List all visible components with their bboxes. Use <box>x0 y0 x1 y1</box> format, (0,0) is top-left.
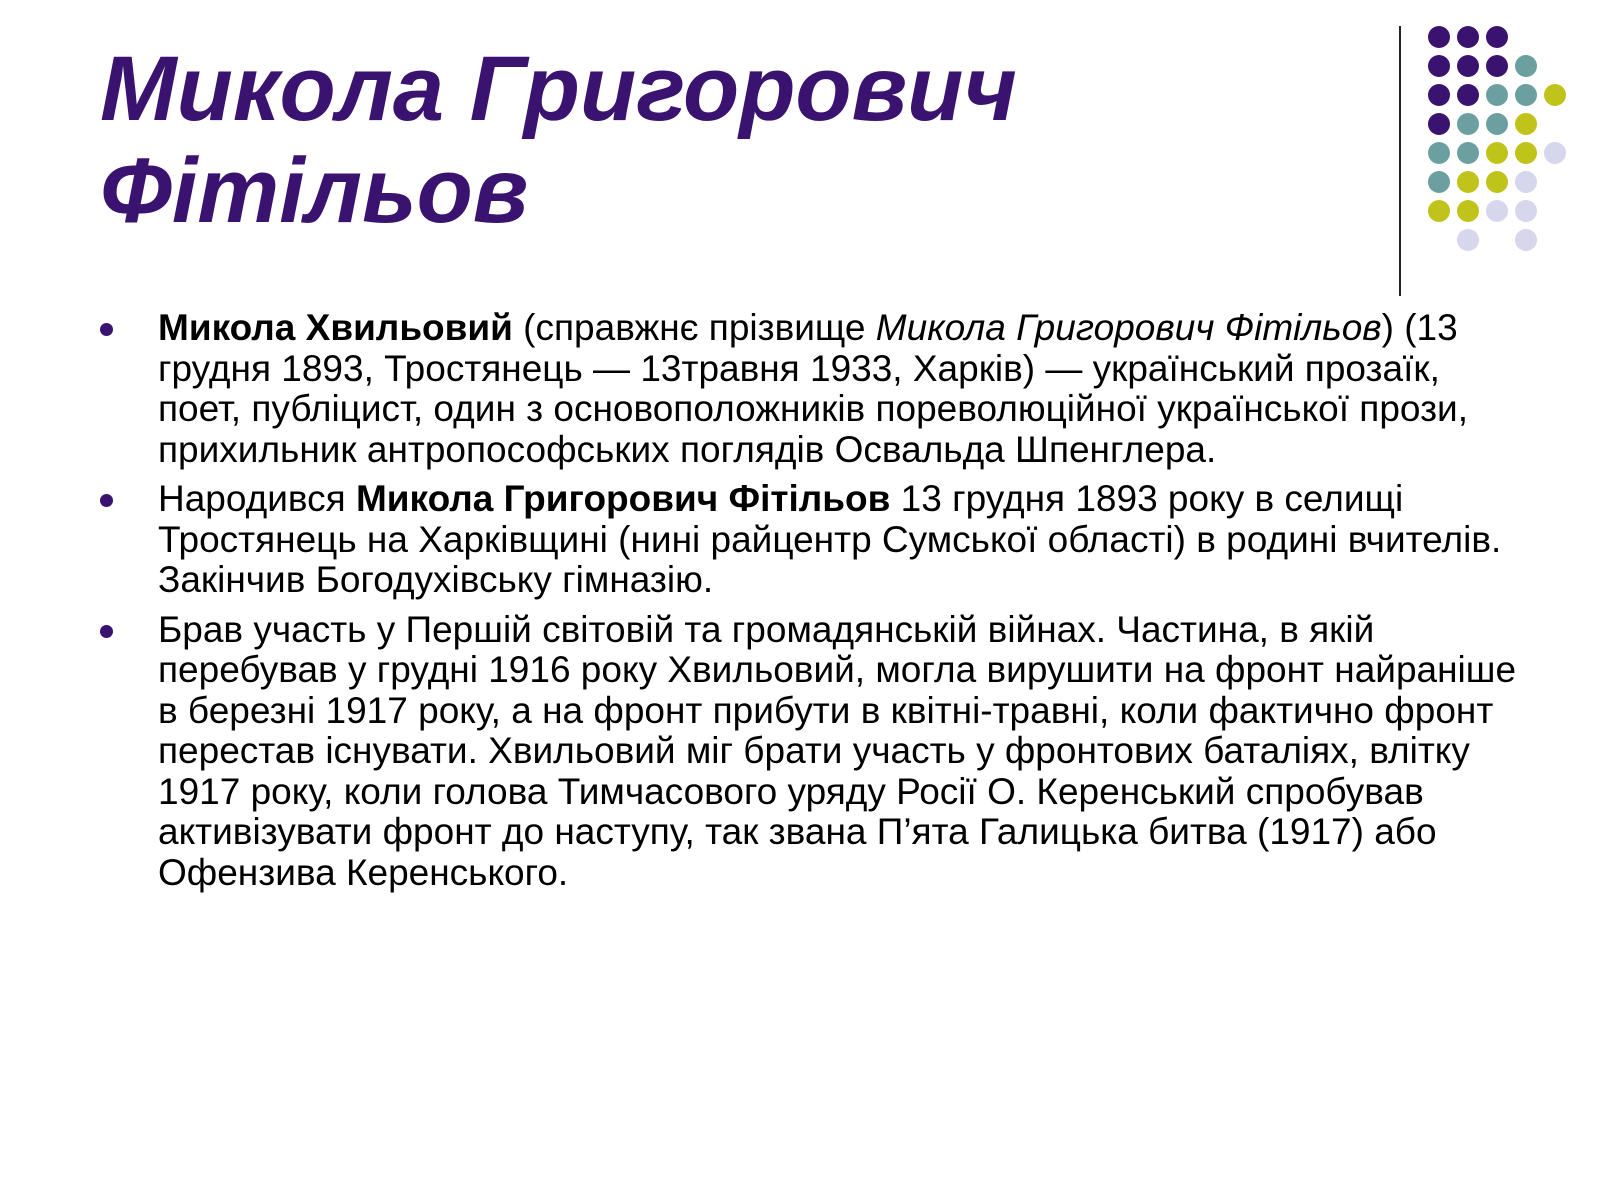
decorative-dot <box>1515 55 1537 77</box>
slide-title-line2: Фітільов <box>100 140 529 242</box>
decorative-dot <box>1515 84 1537 106</box>
decorative-dot <box>1515 171 1537 193</box>
decorative-dot <box>1486 26 1508 48</box>
decorative-dot <box>1428 55 1450 77</box>
decorative-dot-grid <box>1428 26 1578 256</box>
bullet-item <box>96 308 1516 470</box>
decorative-dot <box>1428 113 1450 135</box>
bullet-icon <box>100 494 113 507</box>
decorative-dot <box>1428 200 1450 222</box>
bullet-item <box>96 610 1516 894</box>
decorative-dot <box>1515 229 1537 251</box>
decorative-dot <box>1457 229 1479 251</box>
decorative-dot <box>1486 84 1508 106</box>
decorative-dot <box>1457 200 1479 222</box>
decorative-dot <box>1515 142 1537 164</box>
bullet-icon <box>100 323 113 336</box>
bullet-text: Народився <box>158 478 356 519</box>
bullet-text: Брав участь у Першій світовій та громадянській війнах. Частина, в якій перебував у грудні 1916 року Хвильовий, могла вирушити на фронт найраніше в березні 1917 року, а на фронт прибути в квітні-травні, коли фактично фронт перестав існувати. Хвильовий міг брати участь у фронтових баталіях, влітку 1917 року, коли голова Тимчасового уряду Росії О. Керенський спробував активізувати фронт до наступу, так звана П’ята Галицька битва (1917) або Офензива Керенського. <box>158 608 1517 893</box>
bullet-real-name-italic: Микола Григорович Фітільов <box>875 307 1382 348</box>
bullet-text: (справжнє прізвище <box>512 307 876 348</box>
slide-body <box>96 308 1516 902</box>
bullet-name-bold: Микола Григорович Фітільов <box>355 478 891 519</box>
decorative-dot <box>1457 142 1479 164</box>
decorative-dot <box>1486 55 1508 77</box>
decorative-dot <box>1457 171 1479 193</box>
bullet-item <box>96 479 1516 601</box>
decorative-dot <box>1457 113 1479 135</box>
decorative-divider-line <box>1399 26 1401 296</box>
bullet-list <box>96 308 1516 893</box>
bullet-icon <box>100 625 113 638</box>
decorative-dot <box>1486 171 1508 193</box>
decorative-dot <box>1428 171 1450 193</box>
decorative-dot <box>1515 113 1537 135</box>
decorative-dot <box>1544 84 1566 106</box>
decorative-dot <box>1428 142 1450 164</box>
decorative-dot <box>1486 200 1508 222</box>
decorative-dot <box>1457 26 1479 48</box>
bullet-name-bold: Микола Хвильовий <box>158 307 513 348</box>
bullet-text: ) (13 грудня 1893, Тростянець — 13травня 1933, Харків) — український прозаїк, поет, публіцист, один з основоположників пореволюційної української прози, прихильник антропософських поглядів Освальда Шпенглера. <box>158 307 1468 470</box>
slide-title <box>100 38 1360 242</box>
decorative-dot <box>1428 84 1450 106</box>
bullet-text: 13 грудня 1893 року в селищі Тростянець на Харківщині (нині райцентр Сумської області) в родині вчителів. Закінчив Богодухівську гімназію. <box>158 478 1502 600</box>
decorative-dot <box>1515 200 1537 222</box>
decorative-dot <box>1544 142 1566 164</box>
slide-title-line1: Микола Григорович <box>100 38 1017 140</box>
decorative-dot <box>1486 113 1508 135</box>
decorative-dot <box>1486 142 1508 164</box>
decorative-dot <box>1428 26 1450 48</box>
decorative-dot <box>1457 55 1479 77</box>
decorative-dot <box>1457 84 1479 106</box>
